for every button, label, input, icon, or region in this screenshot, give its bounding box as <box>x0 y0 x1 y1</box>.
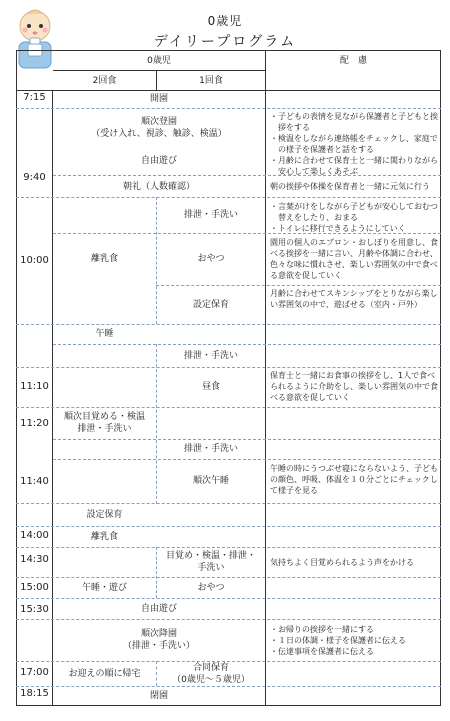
note-line: 午睡の時にうつぶせ寝にならないよう、子どもの顔色、呼吸、体温を１０分ごとにチェックして様子を見る <box>270 464 438 495</box>
note-snack <box>270 237 438 281</box>
activity-setting-care: 設定保育 <box>86 509 123 520</box>
activity-snack: おやつ <box>197 254 225 264</box>
activity-free-play: 自由遊び <box>140 603 177 614</box>
note-toilet <box>270 201 438 234</box>
activity-open: 開園 <box>149 94 168 104</box>
note-line: 月齢に合わせてスキンシップをとりながら楽しい雰囲気の中で、遊ばせる（室内・戸外） <box>270 289 438 309</box>
page-subtitle: 0歳児 <box>207 14 243 28</box>
activity-joint-care: 合同保育 （0歳児～５歳児） <box>172 662 250 685</box>
note-line: ・１日の体調・様子を保護者に伝える <box>270 636 406 645</box>
activity-snack: おやつ <box>197 582 225 593</box>
time-label: 15:00 <box>20 582 49 593</box>
note-arrival <box>270 111 438 177</box>
activity-toilet: 排泄・手洗い <box>183 350 238 361</box>
time-label: 9:40 <box>23 172 46 183</box>
note-line: ・お帰りの挨拶を一緒にする <box>270 625 374 634</box>
time-label: 14:00 <box>20 530 49 541</box>
activity-nap-play: 午睡・遊び <box>81 582 127 593</box>
activity-toilet: 排泄・手洗い <box>183 444 238 454</box>
activity-toilet: 排泄・手洗い <box>183 210 238 220</box>
note-line: ・検温をしながら連絡帳をチェックし、家庭での様子を保護者と話をする <box>270 134 438 154</box>
header-consideration: 配 慮 <box>339 55 367 66</box>
activity-wake-check: 順次目覚める・検温 排泄・手洗い <box>63 412 145 434</box>
activity-nap-in-turn: 順次午睡 <box>192 476 229 486</box>
note-line: ・月齢に合わせて保育士と一緒に関わりながら安心して楽しくあそぶ <box>270 156 438 176</box>
activity-setting-care: 設定保育 <box>192 299 229 310</box>
note-wake-up <box>270 557 438 568</box>
activity-arrival: 順次登園 （受け入れ、視診、触診、検温） <box>91 117 227 139</box>
notes-column-divider <box>265 50 266 706</box>
note-line: ・トイレに移行できるようにしていく <box>270 224 406 233</box>
header-two-meals: 2回食 <box>92 75 117 86</box>
note-line: ・言葉がけをしながら子どもが安心しておむつ替えをしたり、おまる <box>270 202 438 222</box>
activity-close: 閉園 <box>149 691 168 701</box>
page-title: デイリープログラム <box>153 34 297 50</box>
time-label: 11:20 <box>20 418 49 429</box>
note-line: 朝の挨拶や体操を保育者と一緒に元気に行う <box>270 182 430 191</box>
time-label: 14:30 <box>20 554 49 565</box>
activity-departure: 順次降園 （排泄・手洗い） <box>122 629 195 651</box>
activity-weaning-food: 離乳食 <box>90 531 118 542</box>
activity-lunch: 昼食 <box>201 382 220 392</box>
note-departure <box>270 624 438 657</box>
time-label: 15:30 <box>20 604 49 615</box>
note-line: ・子どもの表情を見ながら保護者と子どもと挨拶をする <box>270 112 438 132</box>
note-setting-care <box>270 288 438 310</box>
activity-go-home: お迎えの順に帰宅 <box>68 668 141 679</box>
note-lunch <box>270 370 438 403</box>
time-label: 11:10 <box>20 381 49 392</box>
note-morning-meeting <box>270 181 438 192</box>
activity-wake-up: 目覚め・検温・排泄・ 手洗い <box>165 551 256 573</box>
activity-weaning-food: 離乳食 <box>90 254 118 264</box>
activity-free-play: 自由遊び <box>140 156 177 166</box>
time-label: 11:40 <box>20 476 49 487</box>
time-label: 17:00 <box>20 667 49 678</box>
note-line: ・伝達事項を保護者に伝える <box>270 647 374 656</box>
time-label: 18:15 <box>20 688 49 699</box>
time-label: 10:00 <box>20 255 49 266</box>
header-age: 0歳児 <box>147 55 171 66</box>
note-line: 園用の個人のエプロン・おしぼりを用意し、食べる挨拶を一緒に言い、月齢や体調に合わせ、色々な味に慣れさせ、楽しい雰囲気の中で食べる意欲を促していく <box>270 238 438 280</box>
note-line: 保育士と一緒にお食事の挨拶をし、1人で食べられるように介助をし、楽しい雰囲気の中で食べる意欲を促していく <box>270 371 438 402</box>
time-label: 7:15 <box>23 92 46 103</box>
activity-nap: 午睡 <box>95 329 114 339</box>
header-one-meal: 1回食 <box>199 75 223 86</box>
activity-morning-meeting: 朝礼（人数確認） <box>122 181 195 192</box>
note-nap <box>270 463 438 496</box>
note-line: 気持ちよく目覚められるよう声をかける <box>270 558 414 567</box>
